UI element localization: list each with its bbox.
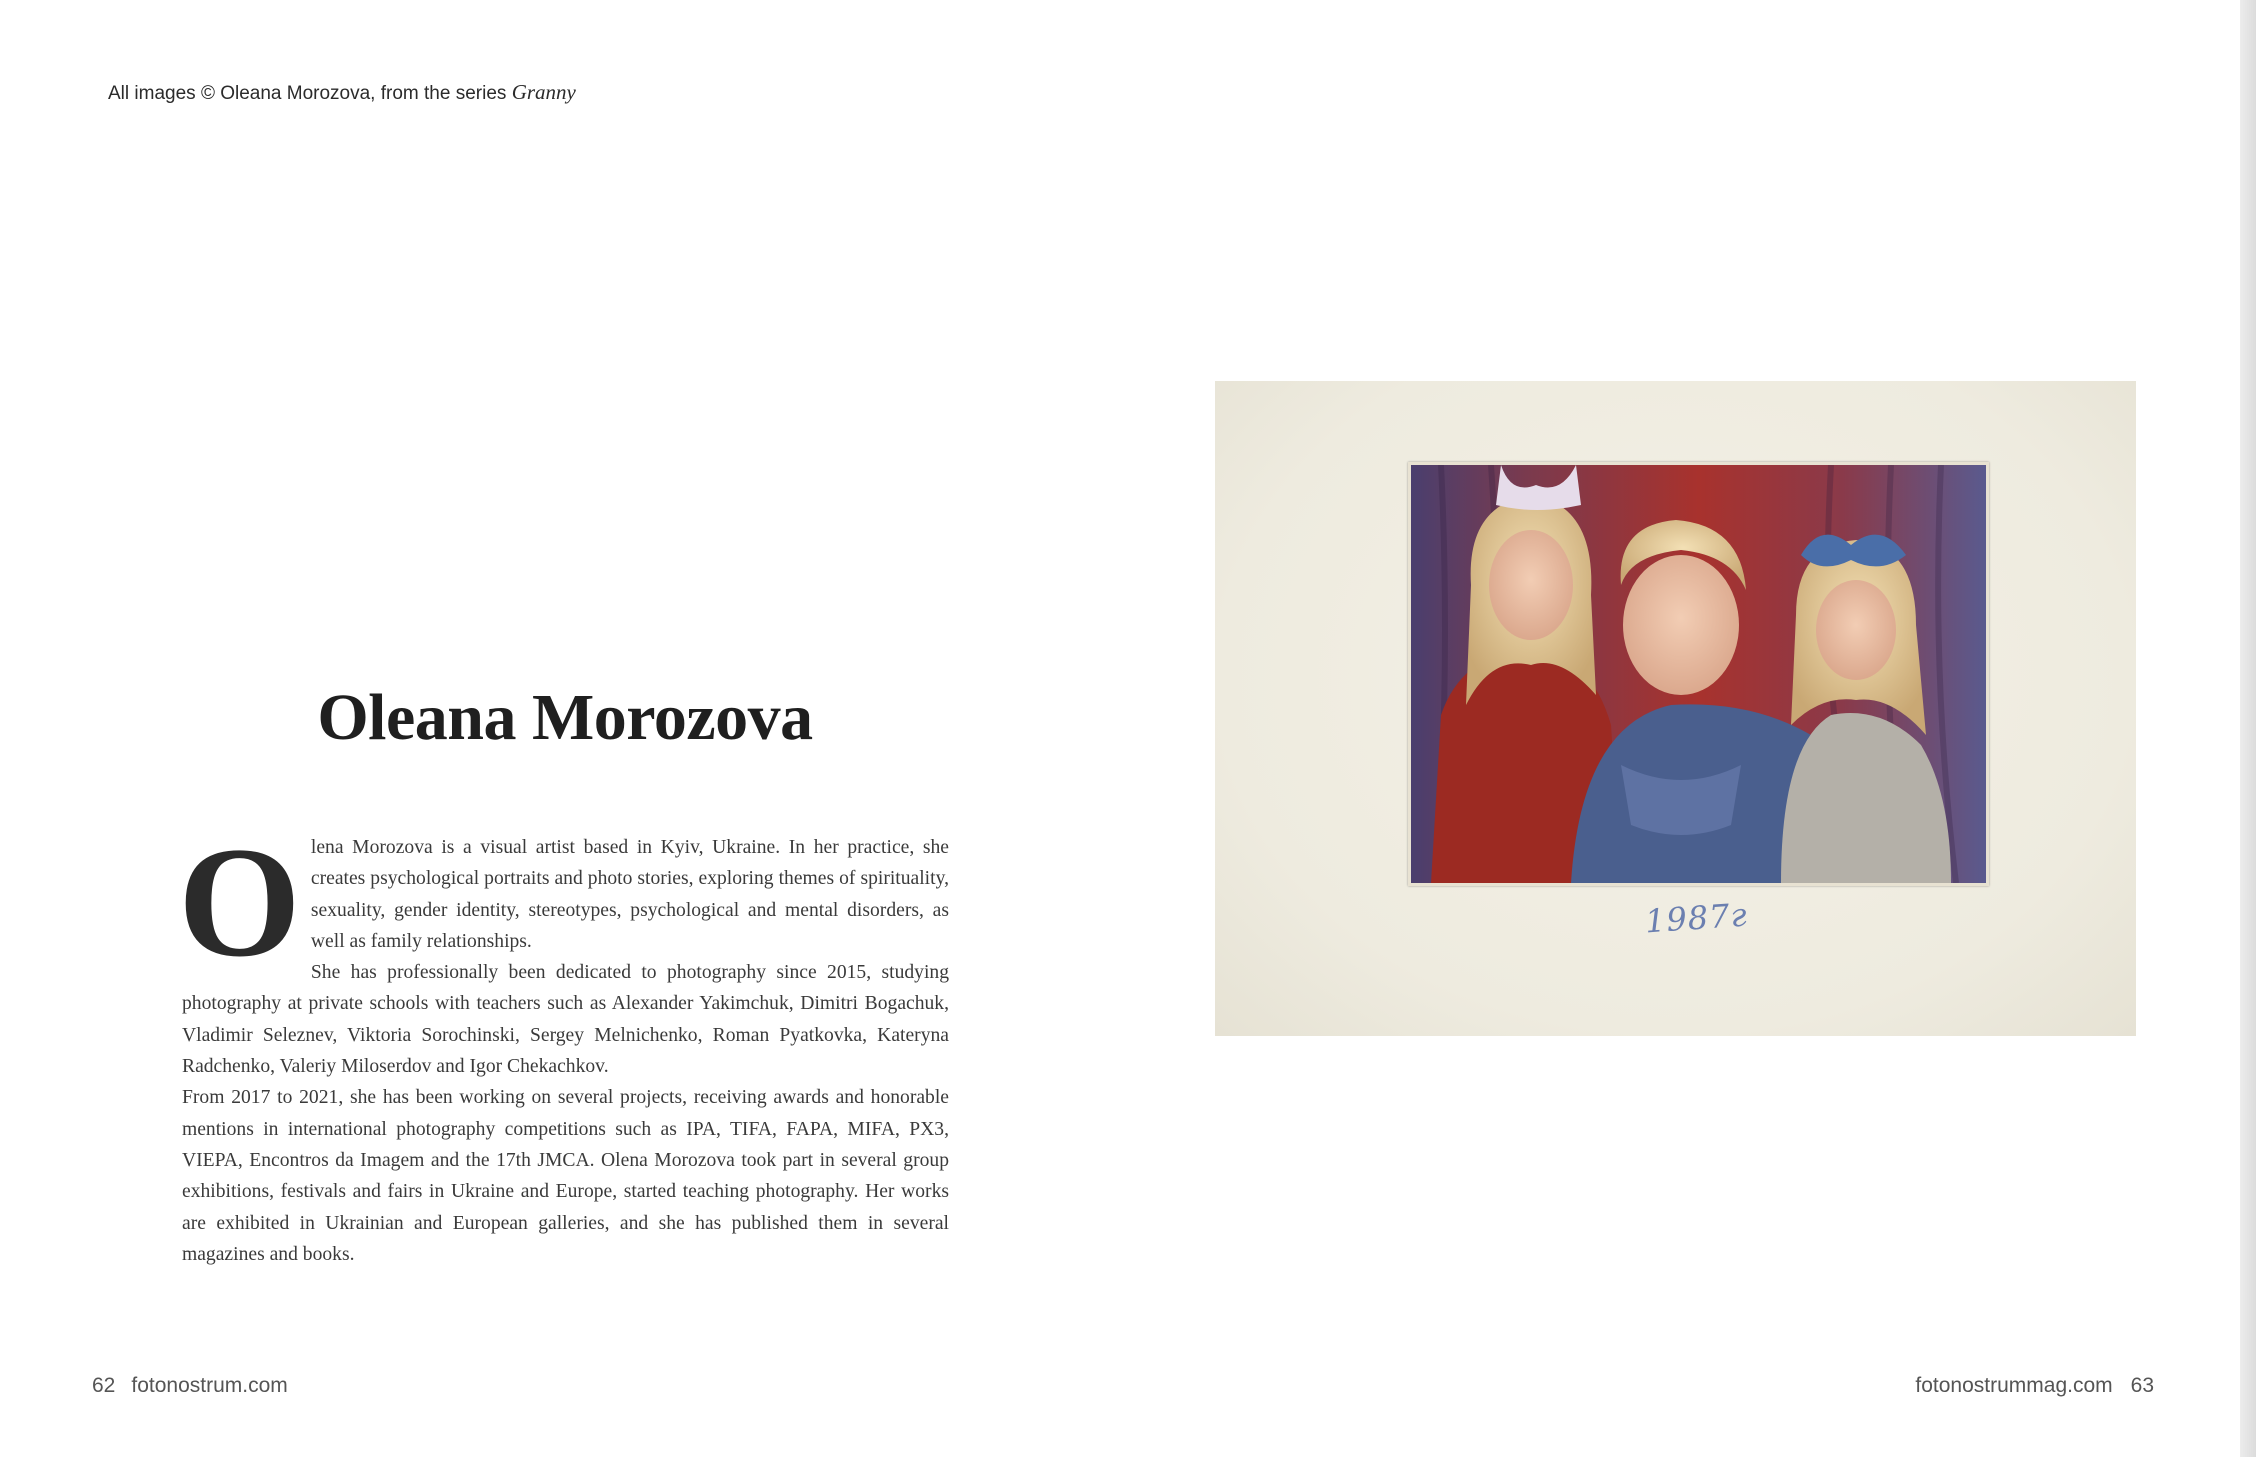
family-photo-illustration — [1411, 465, 1986, 883]
bio-paragraph-1-text: lena Morozova is a visual artist based in Kyiv, Ukraine. In her practice, she creates psychological portraits and photo stories, exploring themes of spirituality, sexuality, gender identity, stereotypes, psychological and mental disorders, as well as family relationships. — [310, 837, 949, 952]
photo-mat — [1215, 381, 2136, 1036]
bio-paragraph-1 — [178, 815, 949, 990]
article-title: Oleana Morozova — [317, 681, 813, 754]
credit-series: Granny — [511, 80, 576, 104]
folio-left — [92, 1374, 288, 1398]
bio-paragraph-3: From 2017 to 2021, she has been working on several projects, receiving awards and honorable mentions in international photography competitions such as IPA, TIFA, FAPA, MIFA, PX3, VIEPA, Encontros da Imagem and the 17th JMCA. Olena Morozova took part in several group exhibitions, festivals and fairs in Ukraine and Europe, started teaching photography. Her works are exhibited in Ukrainian and European galleries, and she has published them in several magazines and books. — [182, 1087, 949, 1265]
credit-author: Oleana Morozova, from the series — [220, 83, 507, 104]
folio-right — [1915, 1374, 2154, 1398]
site-link-right[interactable]: fotonostrummag.com — [1915, 1374, 2113, 1397]
site-link-left[interactable]: fotonostrum.com — [131, 1374, 288, 1397]
family-photo — [1408, 462, 1989, 886]
page-edge — [2240, 0, 2256, 1457]
image-credit — [108, 80, 576, 105]
copyright-symbol: © — [200, 83, 215, 104]
page-number-right: 63 — [2130, 1374, 2154, 1397]
bio-paragraph-2: She has professionally been dedicated to photography since 2015, studying photography at private schools with teachers such as Alexander Yakimchuk, Dimitri Bogachuk, Vladimir Seleznev, Viktoria Sorochinski, Sergey Melnichenko, Roman Pyatkovka, Kateryna Radchenko, Valeriy Miloserdov and Igor Chekachkov. — [182, 962, 949, 1078]
credit-prefix: All images — [108, 83, 196, 104]
handwritten-date: 1987г — [1643, 895, 1749, 941]
article-body — [178, 815, 949, 1270]
dropcap-letter: O — [178, 815, 301, 990]
page-number-left: 62 — [92, 1374, 116, 1397]
